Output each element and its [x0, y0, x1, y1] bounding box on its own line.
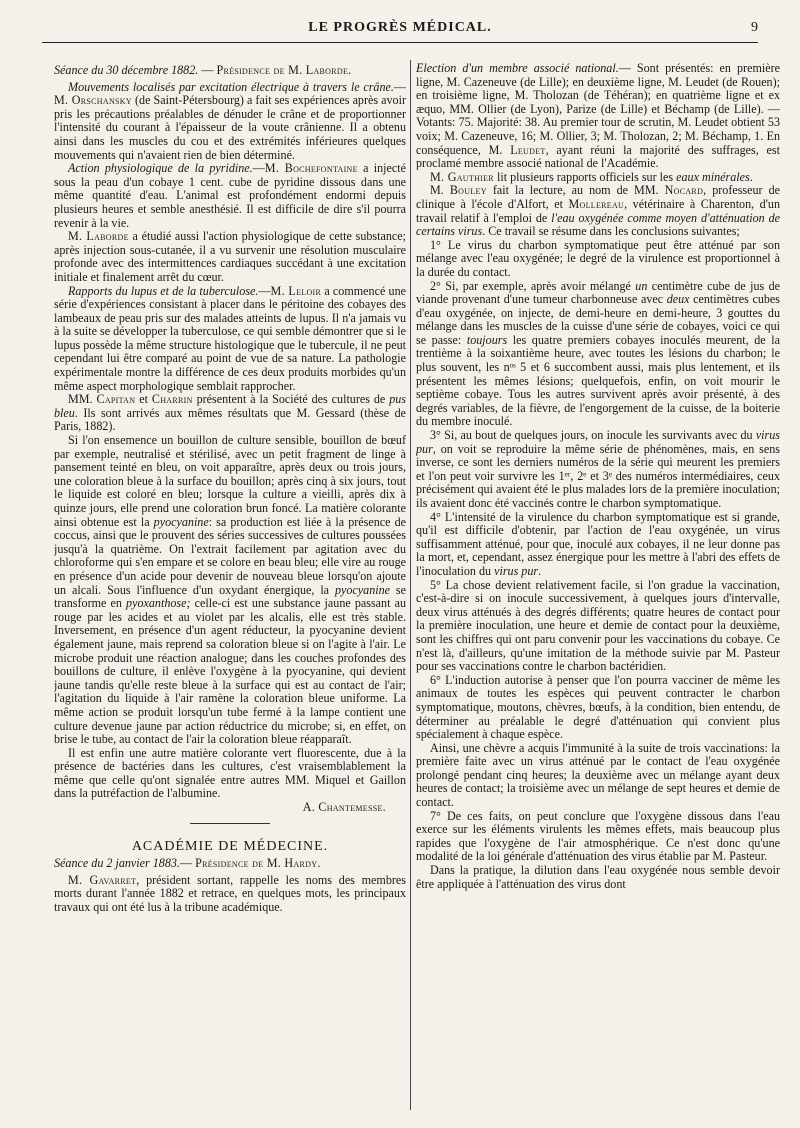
paragraph: M. Bouley fait la lecture, au nom de MM. Nocard, professeur de clinique à l'école d'Alfort, et Mollereau, vétérinaire à Charenton, d'un travail relatif à l'emploi de l'eau oxygénée comme moyen d'atténuation de certains virus. Ce travail se résume dans les conclusions suivantes;: [416, 183, 780, 239]
page-header: [42, 20, 758, 43]
conclusion-item: 2° Si, par exemple, après avoir mélangé un centimètre cube de jus de viande provenant d'une tumeur charbonneuse avec deux centimètres cubes d'eau oxygénée, on injecte, de demi-heure en demi-heure, 3 gouttes du mélange dans les muscles de la cuisse d'une série de cobayes, voici ce qui se passe: toujours les quatre premiers cobayes inoculés meurent, de la trentième à la soixantième heure, avec toutes les lésions du charbon; le plus souvent, les nᵒˢ 5 et 6 succombent aussi, mais plus lentement, et ils présentent les mêmes lésions; quelquefois, enfin, on voit mourir le septième cobaye. Tous les autres survivent après avoir présenté, à des degrés variables, de la fièvre, de l'engorgement de la cuisse, de la boiterie du membre inoculé.: [416, 278, 780, 429]
conclusion-item: 7° De ces faits, on peut conclure que l'oxygène dissous dans l'eau exerce sur les éléments virulents les mêmes effets, mais beaucoup plus rapides que l'oxygène de l'air atmosphérique. Ce n'est donc qu'une modalité de la loi générale d'atténuation des virus établie par M. Pasteur.: [416, 808, 780, 864]
author-signature: A. Chantemesse.: [302, 800, 386, 815]
conclusion-item: 6° L'induction autorise à penser que l'on pourra vacciner de même les animaux de toutes les espèces qui peuvent contracter le charbon symptomatique, moutons, chèvres, bœufs, à la condition, bien entendu, de déterminer au préalable le degré d'atténuation qui convient plus spécialement à chaque espèce.: [416, 672, 780, 742]
paragraph: Il est enfin une autre matière colorante vert fluorescente, due à la présence de bactéries dans les cultures, c'est vraisemblablement la même que celle qu'ont signalée entre autres MM. Miquel et Gaillon dans la putréfaction de l'albumine.: [54, 745, 406, 801]
paragraph: MM. Capitan et Charrin présentent à la Société des cultures de pus bleu. Ils sont arrivés aux mêmes résultats que M. Gessard (thèse de Paris, 1882).: [54, 392, 406, 434]
conclusion-item: 1° Le virus du charbon symptomatique peut être atténué par son mélange avec l'eau oxygénée; le degré de la virulence est proportionnel à la durée du contact.: [416, 237, 780, 279]
section-rule: [190, 823, 270, 824]
session-heading: Séance du 30 décembre 1882. — Présidence de M. Laborde.: [54, 63, 352, 77]
paragraph: M. Gauthier lit plusieurs rapports officiels sur les eaux minérales.: [430, 169, 753, 184]
page-number: 9: [751, 20, 758, 35]
running-title: LE PROGRÈS MÉDICAL.: [308, 20, 492, 35]
left-column: [54, 62, 406, 1112]
paragraph: Si l'on ensemence un bouillon de culture sensible, bouillon de bœuf par exemple, neutralisé et stérilisé, avec un petit fragment de linge à pansement teinté en bleu, on voit apparaître, après deux ou trois jours, une coloration bleue à la surface du bouillon; après cinq à six jours, tout le liquide est coloré en bleu; lorsque la culture a vieilli, après dix à quinze jours, elle prend une coloration brun foncé. La matière colorante ainsi obtenue est la pyocyanine: sa production est liée à la présence de coccus, ainsi que le prouvent des séries successives de cultures poussées jusqu'à la quatrième. On l'extrait facilement par agitation avec du chloroforme qui s'en empare et se colore en beau bleu; elle vire au rouge en présence d'un acide pour devenir de nouveau bleue lorsqu'on ajoute un alcali. Sous l'influence d'un oxydant énergique, la pyocyanine se transforme en pyoxanthose; celle-ci est une substance jaune passant au rouge par les acides et au violet par les alcalis, elle est très stable. Inversement, en présence d'un agent réducteur, la pyocyanine devient également jaune, mais reprend sa coloration bleue si on l'agite à l'air. Le microbe produit une réaction analogue; dans les couches profondes des bouillons de culture, il enlève l'oxygène à la pyocyanine, qui devient jaune tandis qu'elle reste bleue à la surface qui est au contact de l'air; l'agitation du liquide à l'air ramène la coloration bleue uniforme. La même action se produit lorsqu'un tube fermé à la lampe contient une culture devenue jaune par action réductrice du microbe; si, en effet, on brise le tube, au contact de l'air la coloration bleue réapparaît.: [54, 433, 406, 747]
paragraph: Dans la pratique, la dilution dans l'eau oxygénée nous semble devoir être appliquée à l'atténuation des virus dont: [416, 863, 780, 891]
section-title: ACADÉMIE DE MÉDECINE.: [131, 838, 329, 854]
session-heading: Séance du 2 janvier 1883.— Présidence de M. Hardy.: [54, 856, 321, 871]
paragraph: M. Gavarret, président sortant, rappelle les noms des membres morts durant l'année 1882 et retrace, en quelques mots, les principaux travaux qui ont été lus à la tribune académique.: [54, 872, 406, 915]
paragraph: M. Laborde a étudié aussi l'action physiologique de cette substance; après injection sous-cutanée, il a vu survenir une résolution musculaire profonde avec des intermittences cardiaques succédant à une excitation initiale et finalement arrêt du cœur.: [54, 229, 406, 284]
paragraph: Mouvements localisés par excitation électrique à travers le crâne.—M. Orschansky (de Saint-Pétersbourg) a fait ses expériences après avoir pris les précautions préalables de dénuder le crâne et de proportionner l'intensité du courant à l'épaisseur de la voute crânienne. Il a obtenu ainsi dans les muscles du cou et des extrémités inférieures quelques mouvements qui n'avaient rien de bien déterminé.: [54, 79, 406, 162]
paragraph: Rapports du lupus et de la tuberculose.—M. Leloir a commencé une série d'expériences consistant à placer dans le péritoine des cobayes des lambeaux de peau pris sur des malades atteints de lupus. Il n'a jamais vu à la suite se développer la tuberculose, ce qui semble démontrer que si le lupus possède la même structure histologique que le tubercule, il ne peut cependant lui être comparé au point de vue de sa nature. La pathologie expérimentale montre la différence de ces deux produits morbides qu'un même aspect morphologique semblait rapprocher.: [54, 283, 406, 393]
column-divider: [410, 60, 411, 1110]
paragraph: Election d'un membre associé national.— Sont présentés: en première ligne, M. Cazeneuve (de Lille); en deuxième ligne, M. Leudet (de Rouen); en troisième ligne, M. Tholozan (de Téhéran); en quatrième ligne et ex æquo, MM. Ollier (de Lyon), Parize (de Lille) et Béchamp (de Lille). — Votants: 75. Majorité: 38. Au premier tour de scrutin, M. Leudet obtient 53 voix; M. Cazeneuve, 16; M. Ollier, 3; M. Tholozan, 2; M. Béchamp, 1. En conséquence, M. Leudet, ayant réuni la majorité des suffrages, est proclamé membre associé national de l'Académie.: [416, 62, 780, 171]
conclusion-item: 5° La chose devient relativement facile, si l'on gradue la vaccination, c'est-à-dire si on inocule successivement, à quelques jours d'intervalle, deux virus atténués à des degrés différents; quatre heures de contact pour la première inoculation, une heure et demie de contact pour la deuxième, sont les chiffres qui ont paru convenir pour les vaccinations du cobaye. Ce n'est là, d'ailleurs, qu'une imitation de la méthode suivie par M. Pasteur pour ses vaccinations contre le charbon bactéridien.: [416, 577, 780, 674]
conclusion-item: 4° L'intensité de la virulence du charbon symptomatique est si grande, qu'il est difficile d'obtenir, par l'action de l'eau oxygénée, un virus suffisamment atténué, pour que, inoculé aux cobayes, il ne leur donne pas la mort, et, cependant, assez énergique pour les mettre à l'abri des effets de l'inoculation du virus pur.: [416, 509, 780, 578]
paragraph: Ainsi, une chèvre a acquis l'immunité à la suite de trois vaccinations: la première faite avec un virus atténué par le contact de l'eau oxygénée prolongé pendant cinq heures; la deuxième avec un mélange ayant deux heures de contact; la troisième avec un mélange de sept heures et demie de contact.: [416, 740, 780, 810]
conclusion-item: 3° Si, au bout de quelques jours, on inocule les survivants avec du virus pur, on voit se reproduire la même série de phénomènes, mais, en sens inverse, ce sont les derniers numéros de la série qui meurent les premiers et l'on peut voir survivre les 1ᵉʳ, 2ᵉ et 3ᵉ des numéros intermédiaires, ceux précisément qui avaient été le plus malades lors de la première inoculation; ils avaient donc été vaccinés contre le charbon symptomatique.: [416, 428, 780, 510]
right-column: [416, 62, 780, 1112]
paragraph: Action physiologique de la pyridine.—M. Bochefontaine a injecté sous la peau d'un cobaye 1 cent. cube de pyridine dissous dans une même quantité d'eau. L'animal est profondément endormi depuis plusieurs heures et semble anesthésié. Il est difficile de dire s'il pourra revenir à la vie.: [54, 161, 406, 230]
